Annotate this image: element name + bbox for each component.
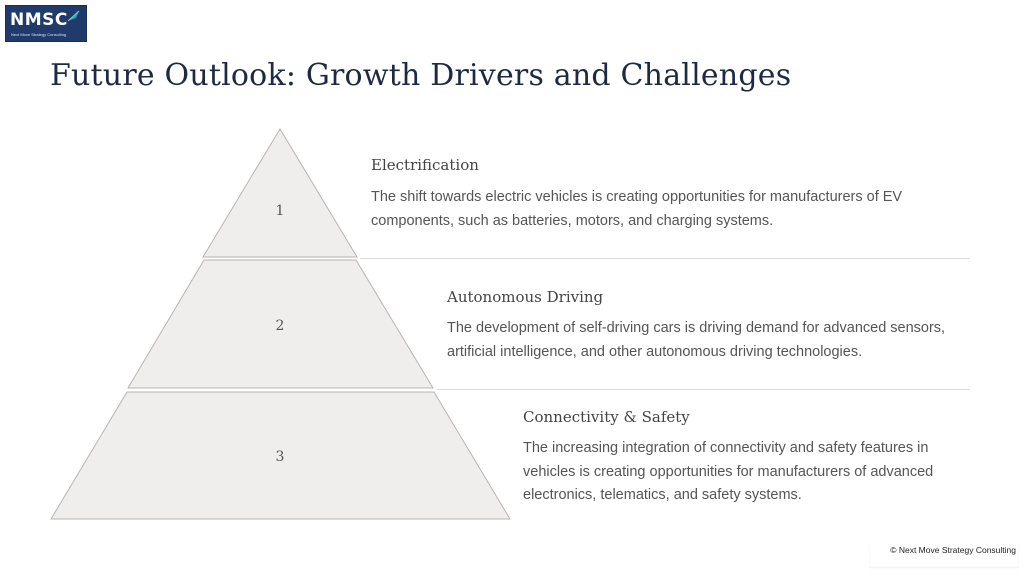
divider-1 bbox=[360, 258, 970, 259]
item-description-connectivity-safety: The increasing integration of connectivity and safety features in vehicles is creating opportunities for manufacturers of advanced electronics, telematics, and safety systems. bbox=[523, 440, 934, 503]
logo-text: NMSC bbox=[10, 10, 68, 30]
divider-2 bbox=[437, 389, 970, 390]
page-title: Future Outlook: Growth Drivers and Challenges bbox=[50, 58, 792, 93]
item-title-autonomous-driving: Autonomous Driving bbox=[447, 288, 604, 306]
item-description-electrification: The shift towards electric vehicles is creating opportunities for manufacturers of EV components, such as batteries, motors, and charging systems. bbox=[371, 189, 903, 229]
tier-number-1: 1 bbox=[275, 203, 285, 219]
item-description-autonomous-driving: The development of self-driving cars is driving demand for advanced sensors, artificial intelligence, and other autonomous driving technologies. bbox=[447, 320, 946, 360]
tier-number-3: 3 bbox=[275, 449, 285, 465]
copyright-text: © Next Move Strategy Consulting bbox=[890, 545, 1016, 555]
item-title-electrification: Electrification bbox=[371, 156, 479, 174]
item-title-connectivity-safety: Connectivity & Safety bbox=[523, 408, 690, 426]
logo-subtitle: Next Move Strategy Consulting bbox=[11, 32, 67, 37]
pyramid-tier-1 bbox=[203, 129, 357, 257]
tier-number-2: 2 bbox=[275, 318, 285, 334]
